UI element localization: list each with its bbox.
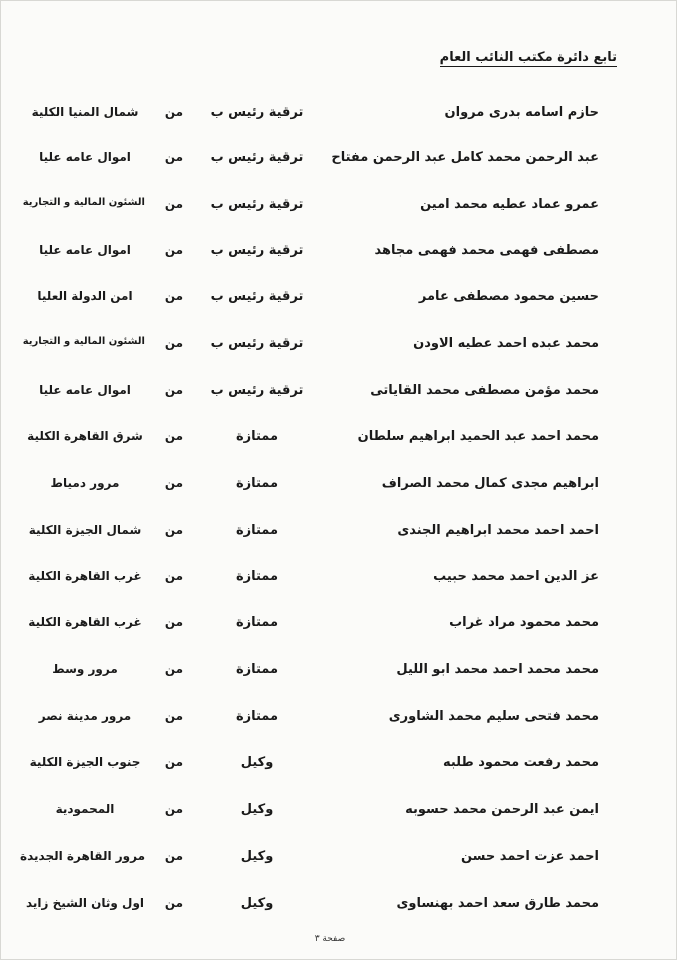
person-name: عبد الرحمن محمد كامل عبد الرحمن مفتاح <box>331 150 599 165</box>
table-row <box>0 662 677 684</box>
department-name: اول وثان الشيخ زايد <box>25 896 145 910</box>
table-row <box>0 569 677 591</box>
department-name: شمال الجيزة الكلية <box>28 523 142 537</box>
from-label: من <box>164 150 184 164</box>
from-label: من <box>164 336 184 350</box>
promotion-title: ترقية رئيس ب <box>210 243 304 258</box>
person-name: حسين محمود مصطفى عامر <box>418 289 599 304</box>
person-name: احمد عزت احمد حسن <box>460 849 599 864</box>
department-name: شمال المنيا الكلية <box>31 105 139 119</box>
from-label: من <box>164 849 184 863</box>
promotion-title: ترقية رئيس ب <box>210 197 304 212</box>
from-label: من <box>164 383 184 397</box>
promotion-title: ممتازة <box>235 429 279 444</box>
department-name: مرور دمياط <box>50 476 120 490</box>
from-label: من <box>164 429 184 443</box>
person-name: عز الدين احمد محمد حبيب <box>433 569 599 584</box>
department-name: مرور القاهرة الجديدة <box>20 849 145 863</box>
person-name: محمد مؤمن مصطفى محمد القاياتى <box>370 383 599 398</box>
promotion-title: وكيل <box>240 896 274 911</box>
department-name: شرق القاهرة الكلية <box>27 429 143 443</box>
table-row <box>0 802 677 824</box>
department-name: غرب القاهرة الكلية <box>28 569 142 583</box>
person-name: محمد رفعت محمود طلبه <box>442 755 599 770</box>
from-label: من <box>164 197 184 211</box>
person-name: مصطفى فهمى محمد فهمى مجاهد <box>374 243 599 258</box>
department-name: الشئون المالية و التجارية <box>22 197 145 208</box>
from-label: من <box>164 476 184 490</box>
page-header: تابع دائرة مكتب النائب العام <box>439 50 617 65</box>
from-label: من <box>164 105 184 119</box>
table-row <box>0 243 677 265</box>
person-name: عمرو عماد عطيه محمد امين <box>420 197 599 212</box>
person-name: حازم اسامه بدرى مروان <box>444 105 599 120</box>
table-row <box>0 849 677 871</box>
promotion-title: وكيل <box>240 849 274 864</box>
department-name: اموال عامه عليا <box>39 383 131 397</box>
promotion-title: ممتازة <box>235 709 279 724</box>
promotion-title: ممتازة <box>235 569 279 584</box>
promotion-title: ممتازة <box>235 523 279 538</box>
from-label: من <box>164 662 184 676</box>
promotion-title: ممتازة <box>235 476 279 491</box>
person-name: محمد طارق سعد احمد بهنساوى <box>396 896 599 911</box>
table-row <box>0 615 677 637</box>
table-row <box>0 150 677 172</box>
table-row <box>0 336 677 358</box>
promotion-title: ترقية رئيس ب <box>210 105 304 120</box>
table-row <box>0 289 677 311</box>
promotion-title: ترقية رئيس ب <box>210 150 304 165</box>
from-label: من <box>164 289 184 303</box>
promotion-title: ترقية رئيس ب <box>210 289 304 304</box>
department-name: اموال عامه عليا <box>39 150 131 164</box>
from-label: من <box>164 755 184 769</box>
from-label: من <box>164 709 184 723</box>
table-row <box>0 197 677 219</box>
promotion-title: ترقية رئيس ب <box>210 383 304 398</box>
promotion-title: وكيل <box>240 802 274 817</box>
department-name: مرور وسط <box>52 662 118 676</box>
department-name: الشئون المالية و التجارية <box>22 336 145 347</box>
table-row <box>0 476 677 498</box>
person-name: احمد احمد محمد ابراهيم الجندى <box>397 523 599 538</box>
person-name: ايمن عبد الرحمن محمد حسوبه <box>405 802 599 817</box>
table-row <box>0 523 677 545</box>
table-row <box>0 383 677 405</box>
from-label: من <box>164 802 184 816</box>
from-label: من <box>164 243 184 257</box>
page-number: صفحة ٣ <box>314 934 346 944</box>
promotion-title: ترقية رئيس ب <box>210 336 304 351</box>
department-name: مرور مدينة نصر <box>38 709 132 723</box>
department-name: اموال عامه عليا <box>39 243 131 257</box>
promotion-title: ممتازة <box>235 615 279 630</box>
table-row <box>0 709 677 731</box>
from-label: من <box>164 523 184 537</box>
table-row <box>0 755 677 777</box>
from-label: من <box>164 569 184 583</box>
promotion-title: وكيل <box>240 755 274 770</box>
department-name: المحمودية <box>55 802 115 816</box>
person-name: محمد محمود مراد غراب <box>449 615 599 630</box>
table-row <box>0 429 677 451</box>
department-name: غرب القاهرة الكلية <box>28 615 142 629</box>
table-row <box>0 896 677 918</box>
person-name: محمد محمد احمد محمد ابو الليل <box>396 662 599 677</box>
person-name: محمد فتحى سليم محمد الشاورى <box>388 709 599 724</box>
department-name: جنوب الجيزة الكلية <box>29 755 141 769</box>
promotion-title: ممتازة <box>235 662 279 677</box>
person-name: محمد عبده احمد عطيه الاودن <box>413 336 599 351</box>
person-name: محمد احمد عبد الحميد ابراهيم سلطان <box>357 429 599 444</box>
person-name: ابراهيم مجدى كمال محمد الصراف <box>381 476 599 491</box>
department-name: امن الدولة العليا <box>37 289 133 303</box>
from-label: من <box>164 615 184 629</box>
table-row <box>0 105 677 127</box>
from-label: من <box>164 896 184 910</box>
